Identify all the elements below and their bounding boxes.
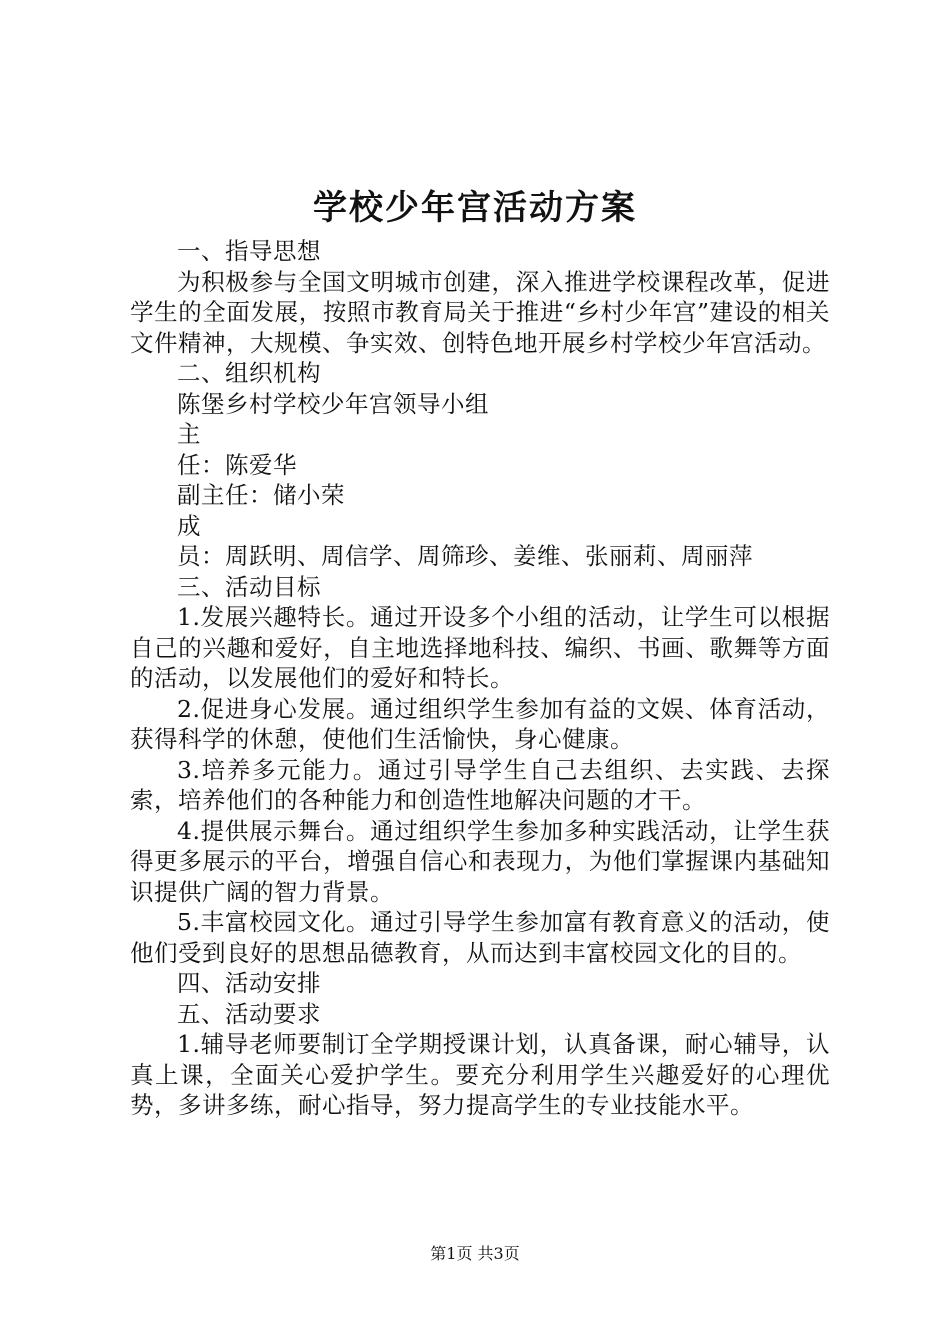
section-heading: 二、组织机构 <box>177 359 321 387</box>
section-heading: 一、指导思想 <box>177 237 321 265</box>
page-footer: 第1页 共3页 <box>430 1244 520 1263</box>
paragraph: 陈堡乡村学校少年宫领导小组 <box>177 389 489 418</box>
section-heading: 四、活动安排 <box>177 969 321 997</box>
paragraph: 3.培养多元能力。通过引导学生自己去组织、去实践、去探索，培养他们的各种能力和创造性地解决问题的才干。 <box>130 755 830 814</box>
paragraph: 员：周跃明、周信学、周筛珍、姜维、张丽莉、周丽萍 <box>177 542 753 570</box>
paragraph: 任：陈爱华 <box>177 450 297 479</box>
paragraph: 2.促进身心发展。通过组织学生参加有益的文娱、体育活动，获得科学的休憩，使他们生活愉快，身心健康。 <box>130 694 830 753</box>
document-title: 学校少年宫活动方案 <box>313 188 637 228</box>
section-heading: 三、活动目标 <box>177 572 321 601</box>
paragraph: 5.丰富校园文化。通过引导学生参加富有教育意义的活动，使他们受到良好的思想品德教育，从而达到丰富校园文化的目的。 <box>130 908 830 967</box>
paragraph: 1.辅导老师要制订全学期授课计划，认真备课，耐心辅导，认真上课，全面关心爱护学生。要充分利用学生兴趣爱好的心理优势，多讲多练，耐心指导，努力提高学生的专业技能水平。 <box>130 1030 830 1119</box>
paragraph: 4.提供展示舞台。通过组织学生参加多种实践活动，让学生获得更多展示的平台，增强自信心和表现力，为他们掌握课内基础知识提供广阔的智力背景。 <box>130 816 830 906</box>
paragraph: 为积极参与全国文明城市创建，深入推进学校课程改革，促进学生的全面发展，按照市教育局关于推进“乡村少年宫”建设的相关文件精神，大规模、争实效、创特色地开展乡村学校少年宫活动。 <box>130 267 830 357</box>
section-heading: 五、活动要求 <box>177 999 321 1028</box>
paragraph: 主 <box>177 420 201 448</box>
paragraph: 成 <box>177 511 201 540</box>
paragraph: 1.发展兴趣特长。通过开设多个小组的活动，让学生可以根据自己的兴趣和爱好，自主地选择地科技、编织、书画、歌舞等方面的活动，以发展他们的爱好和特长。 <box>130 603 830 692</box>
paragraph: 副主任：储小荣 <box>177 481 345 509</box>
document-body <box>130 236 830 1121</box>
